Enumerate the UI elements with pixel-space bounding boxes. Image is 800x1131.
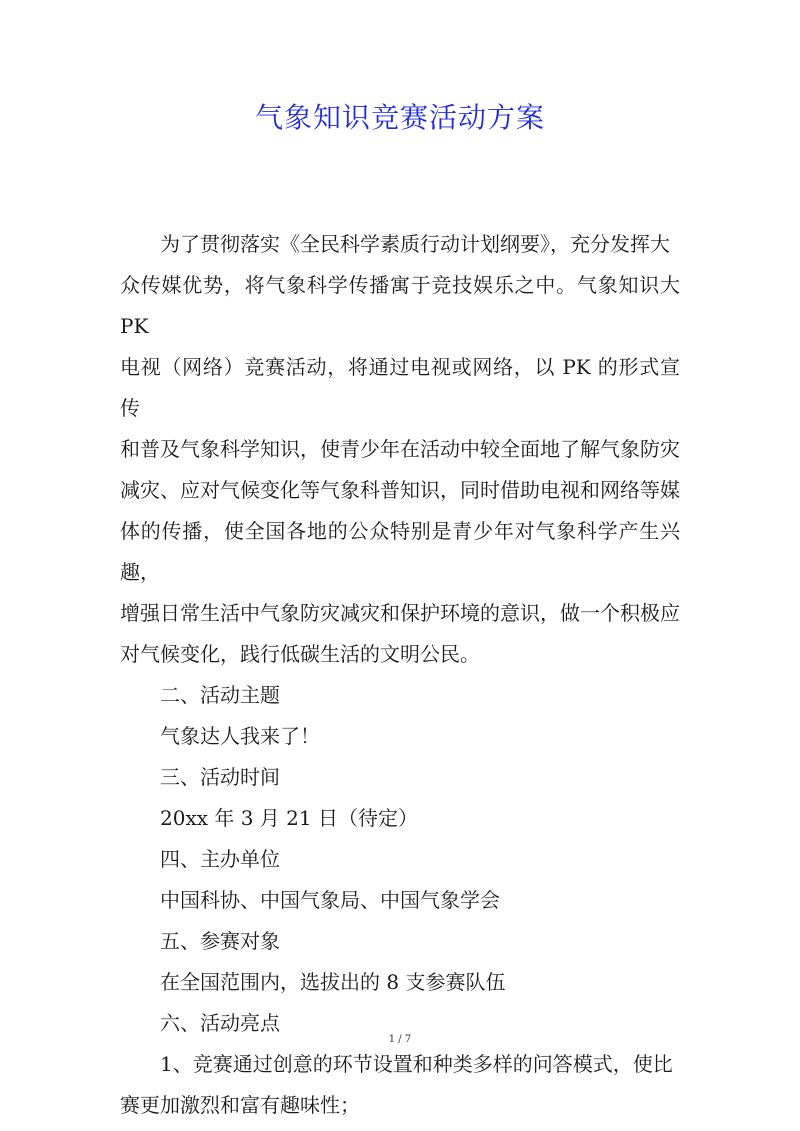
- section-heading-participants: 五、参赛对象: [160, 929, 280, 953]
- intro-line: 对气候变化，践行低碳生活的文明公民。: [120, 642, 480, 666]
- section-heading-theme: 二、活动主题: [160, 683, 280, 707]
- section-heading-highlights: 六、活动亮点: [160, 1011, 280, 1035]
- document-body: [120, 224, 680, 1126]
- section-text-time: 20xx 年 3 月 21 日（待定）: [160, 806, 418, 830]
- intro-line: 众传媒优势，将气象科学传播寓于竞技娱乐之中。气象知识大 PK: [120, 273, 680, 338]
- intro-line: 体的传播，使全国各地的公众特别是青少年对气象科学产生兴趣，: [120, 519, 680, 584]
- intro-line: 电视（网络）竞赛活动，将通过电视或网络，以 PK 的形式宣传: [120, 355, 680, 420]
- section-heading-organizer: 四、主办单位: [160, 847, 280, 871]
- page-number: 1 / 7: [388, 1034, 412, 1045]
- document-title: 气象知识竞赛活动方案: [254, 101, 545, 134]
- intro-line: 为了贯彻落实《全民科学素质行动计划纲要》，充分发挥大: [160, 232, 670, 256]
- highlight-line: 赛更加激烈和富有趣味性；: [120, 1093, 360, 1117]
- intro-paragraph: [120, 224, 680, 675]
- section-text-organizer: 中国科协、中国气象局、中国气象学会: [160, 888, 500, 912]
- section-heading-time: 三、活动时间: [160, 765, 280, 789]
- intro-line: 和普及气象科学知识，使青少年在活动中较全面地了解气象防灾: [120, 437, 680, 461]
- highlight-paragraph: [120, 1044, 680, 1126]
- intro-line: 增强日常生活中气象防灾减灾和保护环境的意识，做一个积极应: [120, 601, 680, 625]
- section-text-theme: 气象达人我来了！: [160, 724, 320, 748]
- intro-line: 减灾、应对气候变化等气象科普知识，同时借助电视和网络等媒: [120, 478, 680, 502]
- highlight-line: 1、竞赛通过创意的环节设置和种类多样的问答模式，使比: [160, 1052, 673, 1076]
- section-text-participants: 在全国范围内，选拔出的 8 支参赛队伍: [160, 970, 506, 994]
